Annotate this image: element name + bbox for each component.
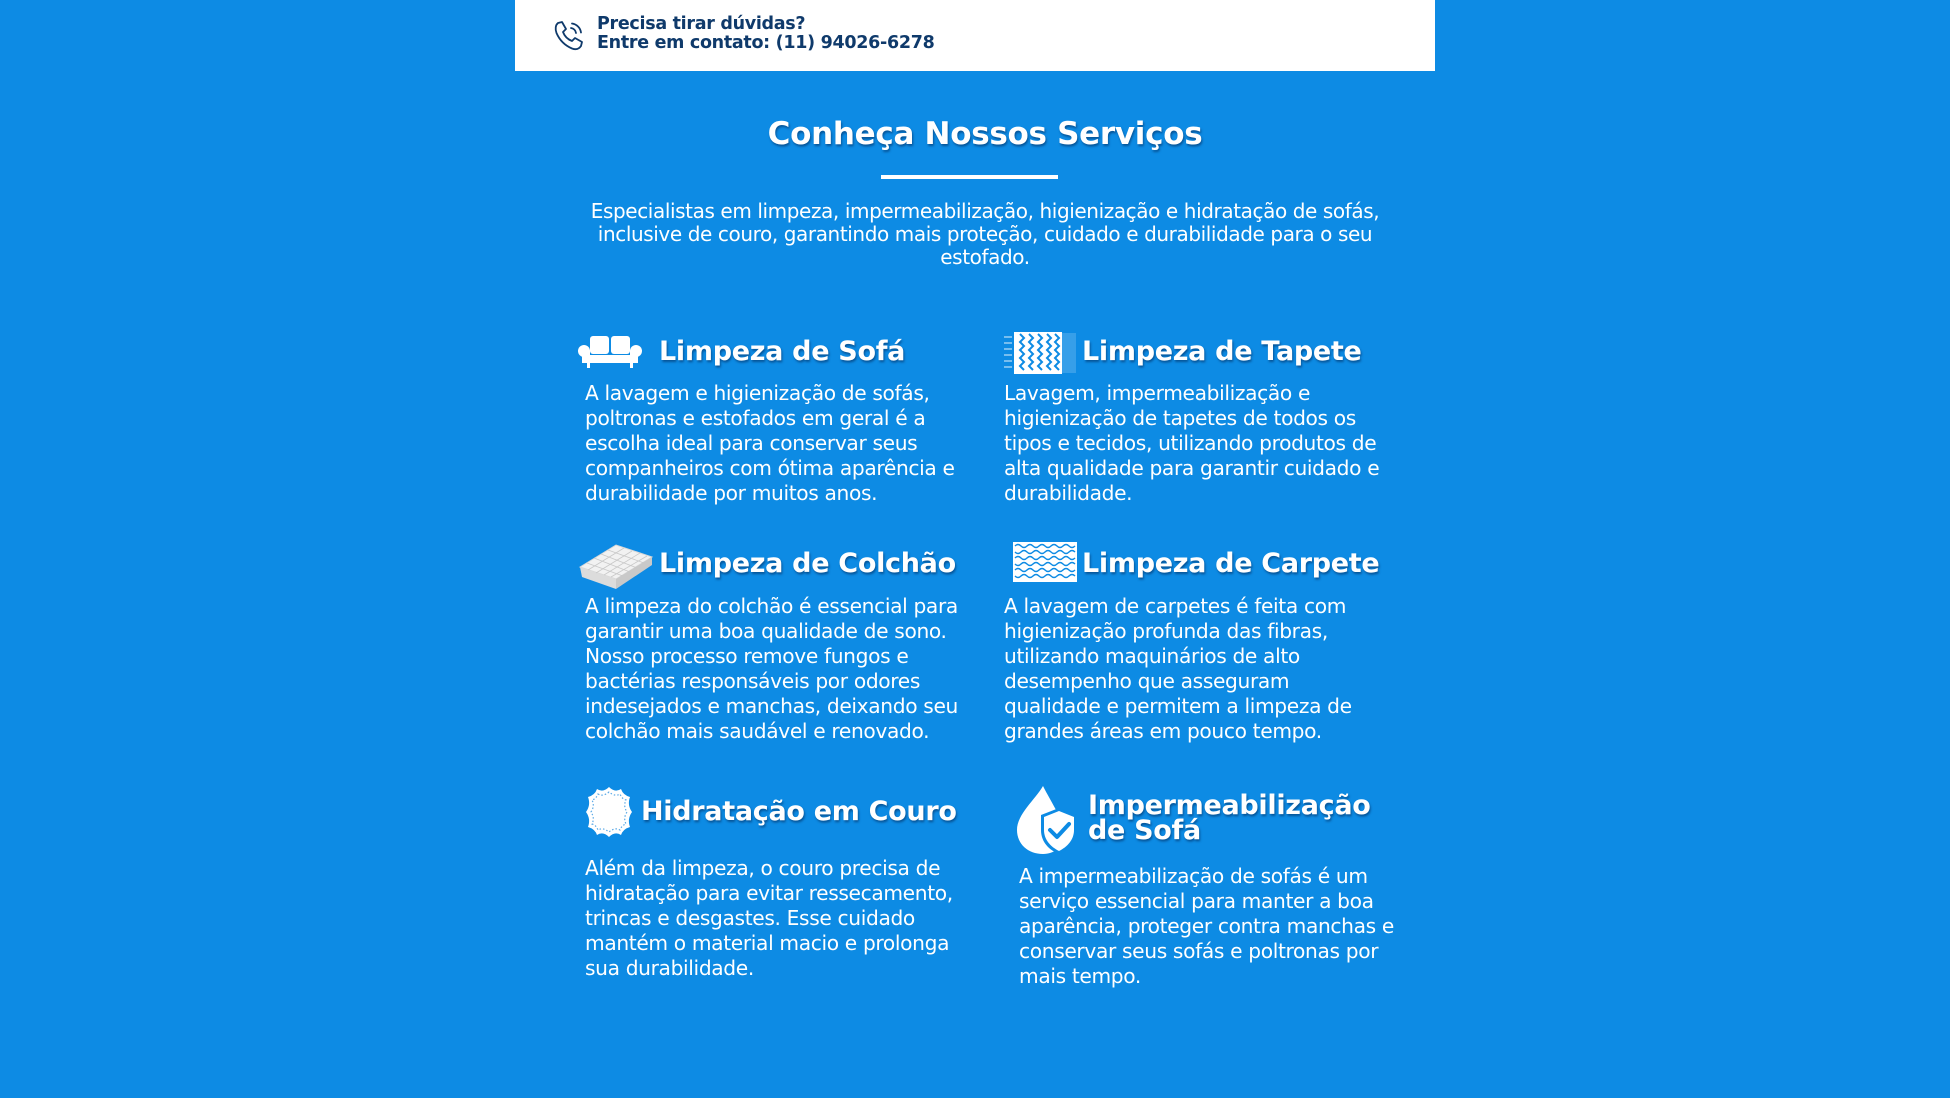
service-title: Limpeza de Colchão <box>659 548 956 579</box>
service-title: Limpeza de Sofá <box>659 336 906 367</box>
phone-icon <box>552 19 586 53</box>
service-description: A lavagem de carpetes é feita com higienização profunda das fibras, utilizando maquinários de alto desempenho que asseguram qualidade e permitem a limpeza de grandes áreas em pouco tempo. <box>1004 594 1352 743</box>
service-description: A lavagem e higienização de sofás, poltronas e estofados em geral é a escolha ideal para conservar seus companheiros com ótima aparência e durabilidade por muitos anos. <box>585 381 955 505</box>
service-title-line2: de Sofá <box>1088 815 1201 846</box>
mattress-icon <box>578 543 654 591</box>
service-title: Limpeza de Carpete <box>1082 548 1380 579</box>
title-divider <box>881 175 1058 179</box>
service-title <box>1088 790 1371 846</box>
waterproof-shield-icon <box>1013 784 1079 856</box>
service-description: A impermeabilização de sofás é um serviço essencial para manter a boa aparência, proteger contra manchas e conservar seus sofás e poltronas por mais tempo. <box>1019 864 1394 988</box>
service-title-line1: Impermeabilização <box>1088 790 1371 821</box>
contact-text <box>597 15 934 53</box>
leather-icon <box>583 785 635 839</box>
section-title: Conheça Nossos Serviços <box>767 116 1203 152</box>
service-description: A limpeza do colchão é essencial para garantir uma boa qualidade de sono. Nosso processo remove fungos e bactérias responsáveis por odores indesejados e manchas, deixando seu colchão mais saudável e renovado. <box>585 594 958 743</box>
contact-phone[interactable]: Entre em contato: (11) 94026-6278 <box>597 33 935 53</box>
service-title: Limpeza de Tapete <box>1082 336 1362 367</box>
service-description: Lavagem, impermeabilização e higienização de tapetes de todos os tipos e tecidos, utilizando produtos de alta qualidade para garantir cuidado e durabilidade. <box>1004 381 1380 505</box>
sofa-icon <box>578 334 642 370</box>
section-intro: Especialistas em limpeza, impermeabilização, higienização e hidratação de sofás, inclusive de couro, garantindo mais proteção, cuidado e durabilidade para o seu estofado. <box>590 199 1380 269</box>
service-description: Além da limpeza, o couro precisa de hidratação para evitar ressecamento, trincas e desgastes. Esse cuidado mantém o material macio e prolonga sua durabilidade. <box>585 856 953 980</box>
contact-question: Precisa tirar dúvidas? <box>597 14 806 34</box>
carpet-icon <box>1013 542 1077 582</box>
rug-icon <box>1002 331 1078 375</box>
contact-bar <box>515 0 1435 71</box>
service-title: Hidratação em Couro <box>641 796 957 827</box>
